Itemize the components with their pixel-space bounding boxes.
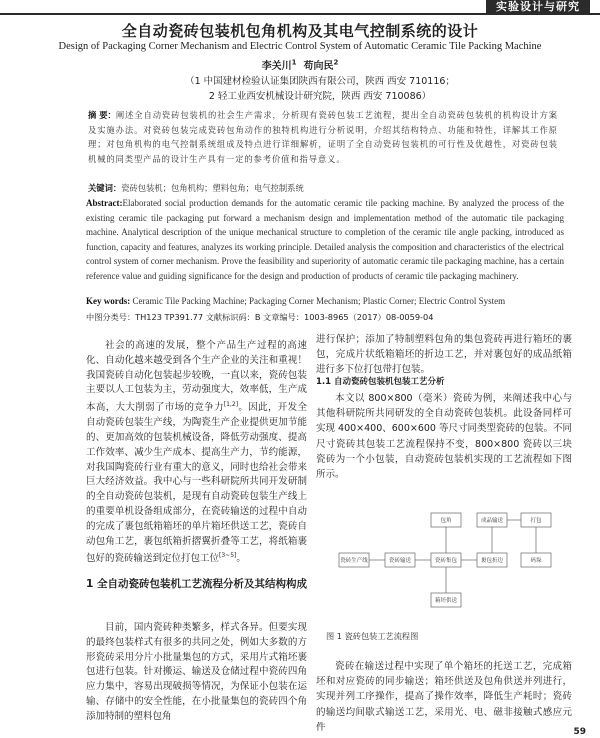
abstract-chinese xyxy=(88,108,558,166)
intro-text-1: 社会的高速的发展，整个产品生产过程的高速化、自动化越来越受到各个生产企业的关注和重视！我国瓷砖自动化包装起步较晚，一直以来，瓷砖包装主要以人工包装为主，劳动强度大，效率低，生产成本高，大大削弱了市场的竞争力 xyxy=(86,340,307,414)
flow-box-label: 瓷砖集包 xyxy=(434,558,458,564)
abstract-cn-label: 摘 要： xyxy=(88,110,116,120)
flow-box-label: 瓷砖生产线 xyxy=(340,558,368,564)
keywords-english xyxy=(86,296,564,306)
page-number: 59 xyxy=(573,727,586,737)
flow-box-label: 包角 xyxy=(440,518,452,524)
flow-box-label: 成品输送 xyxy=(480,518,504,524)
abstract-en-text: Elaborated social production demands for the automatic ceramic tile packing machine. By analyzed the process of the existing ceramic tile packaging put forward a mechanism design and implementation method of the automatic tile packaging machine. Analytical description of the unique mechanical structure to completion of the ceramic tile angle packing, introduced as function, capacity and features, analyzes its working principle. Detailed analysis the composition and characteristics of the electrical control system of corner mechanism. Prove the feasibility and superiority of automatic ceramic tile packaging machine, has a certain reference value and guiding significance for the design and production of products of ceramic tile packaging machinery. xyxy=(86,198,564,281)
author-2: 苟向民 xyxy=(303,61,334,72)
flow-box-label: 箱坯供送 xyxy=(434,598,458,604)
body-left-column-2 xyxy=(86,621,307,725)
abstract-en-label: Abstract: xyxy=(86,198,123,208)
classification-line: 中图分类号：TH123 TP391.77 文献标识码：B 文章编号：1003-8965（2017）08-0059-04 xyxy=(86,312,434,322)
title-english: Design of Packaging Corner Mechanism and Electric Control System of Automatic Ceramic Tile Packing Machine xyxy=(58,41,542,52)
keywords-cn-label: 关键词： xyxy=(88,183,122,193)
body-left-column xyxy=(86,339,307,567)
intro-paragraph xyxy=(86,339,307,567)
header-bar xyxy=(0,0,600,14)
keywords-cn-text: 瓷砖包装机；包角机构；塑料包角；电气控制系统 xyxy=(121,183,304,193)
intro-text-3: 。 xyxy=(236,553,246,565)
flow-box-label: 裹包折边 xyxy=(480,558,504,564)
affiliation-1: （1 中国建材检验认证集团陕西有限公司，陕西 西安 710116； xyxy=(185,76,455,87)
title-chinese: 全自动瓷砖包装机包角机构及其电气控制系统的设计 xyxy=(121,22,479,40)
flow-box-label: 打包 xyxy=(530,518,542,524)
abstract-cn-text: 阐述全自动瓷砖包装机的社会生产需求，分析现有瓷砖包装工艺流程，提出全自动瓷砖包装机的机构设计方案及实施办法。对瓷砖包装完成瓷砖包角动作的独特机构进行分析说明，介绍其结构特点、功能和特性，详解其工作原理；对包角机构的电气控制系统组成及特点进行详细解析，证明了全自动瓷砖包装机的可行性及优越性，对瓷砖包装机械的同类型产品的设计生产具有一定的参考价值和指导意义。 xyxy=(88,110,558,164)
flow-box-label: 瓷砖输送 xyxy=(388,558,412,564)
figure-discussion-paragraph: 瓷砖在输送过程中实现了单个箱坯的托送工艺，完成箱坯和对应瓷砖的同步输送；箱坯供送及包角供送并列进行，实现并列工序操作，提高了操作效率，降低生产耗时；瓷砖的输送均间歇式输送工艺，采用光、电、磁非接触式感应元件 xyxy=(316,661,572,733)
keywords-en-text: Ceramic Tile Packing Machine; Packaging Corner Mechanism; Plastic Corner; Electric Control System xyxy=(132,296,506,306)
section-1-heading: 1 全自动瓷砖包装机工艺流程分析及其结构构成 xyxy=(86,578,307,590)
affiliation-2: 2 轻工业西安机械设计研究院，陕西 西安 710086） xyxy=(208,91,432,102)
intro-text-2: 。因此，开发全自动瓷砖包装生产线，为陶瓷生产企业提供更加节能的、更加高效的包装机械设备，降低劳动强度、提高工作效率、减少生产成本、提高生产力，节约能源，对我国陶瓷砖行业有重大的意义，同时也给社会带来巨大经济效益。我中心与一些科研院所共同开发研制的全自动瓷砖包装机，是现有自动瓷砖包装生产线上的重要单机设备组成部分，在瓷砖输送的过程中自动的完成了裹包纸箱箱坯的单片箱坯供送工艺，瓷砖自动包角工艺，裹包纸箱折摺翼折叠等工艺，将纸箱裹包好的瓷砖输送到定位打包工位 xyxy=(86,402,307,565)
section-tag: 实验设计与研究 xyxy=(486,0,590,14)
citation-ref: [3~5] xyxy=(219,552,237,560)
flow-box-label: 码垛 xyxy=(530,558,542,564)
body-right-column xyxy=(316,332,572,377)
authors xyxy=(0,57,600,72)
keywords-en-label: Key words: xyxy=(86,296,131,306)
continued-paragraph: 进行保护；添加了特制塑料包角的集包瓷砖再进行箱坯的裹包，完成片状纸箱箱坯的折边工艺，并对裹包好的成品纸箱进行多下位打包带打包装。 xyxy=(316,334,572,375)
figure-caption: 图 1 瓷砖包装工艺流程图 xyxy=(326,631,419,641)
keywords-chinese xyxy=(88,182,558,194)
abstract-english xyxy=(86,196,564,283)
author-2-affil: 2 xyxy=(333,58,339,67)
subsection-paragraph: 本文以 800×800（毫米）瓷砖为例，来阐述我中心与其他科研院所共同研发的全自动瓷砖包装机。此设备同样可实现 400×400、600×600 等尺寸同类型瓷砖的包装。不同尺寸瓷砖其包装工艺流程保持不变，800×800 瓷砖以三块瓷砖为一个小包装，自动瓷砖包装机实现的工艺流程如下图所示。 xyxy=(316,393,572,481)
header-rule xyxy=(0,13,600,15)
body-right-column-3 xyxy=(316,659,572,735)
body-right-column-2 xyxy=(316,391,572,482)
author-1-affil: 1 xyxy=(291,58,297,67)
author-1: 李关川 xyxy=(261,61,292,72)
citation-ref: [1,2] xyxy=(223,401,239,409)
subsection-1-1-heading: 1.1 自动瓷砖包装机包装工艺分析 xyxy=(316,377,445,387)
section-1-paragraph: 目前，国内瓷砖种类繁多，样式各异。但要实现的最终包装样式有很多的共同之处，例如大多数的方形瓷砖采用分片小批量集包的方式，采用片式箱坯裹包进行包装。针对搬运、输送及仓储过程中瓷砖四角应力集中，容易出现破损等情况，为保证小包装在运输、存储中的安全性能，在小批量集包的瓷砖四个角添加特制的塑料包角 xyxy=(86,622,307,722)
process-flow-figure xyxy=(335,501,557,626)
